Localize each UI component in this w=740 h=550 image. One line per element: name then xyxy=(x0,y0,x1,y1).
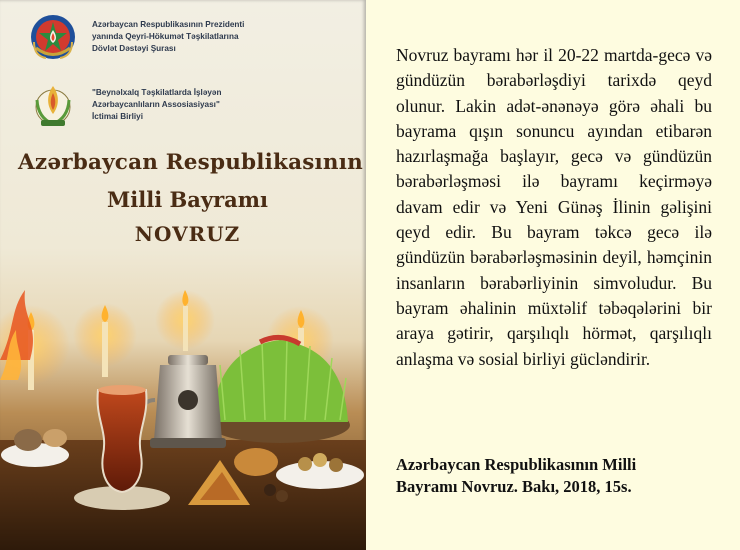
book-citation xyxy=(396,454,726,498)
book-cover xyxy=(0,0,366,550)
citation-line2: Bayramı Novruz. Bakı, 2018, 15s. xyxy=(396,477,632,496)
association-logo-icon xyxy=(28,80,78,130)
association-name-line: "Beynəlxalq Təşkilatlarda İşləyən xyxy=(92,88,222,97)
council-name-line: Azərbaycan Respublikasının Prezidenti xyxy=(92,20,245,29)
cover-title-line1: Azərbaycan Respublikasının xyxy=(18,150,363,175)
association-name-line: İctimai Birliyi xyxy=(92,112,143,121)
association-name xyxy=(92,87,222,123)
cover-title xyxy=(0,150,366,246)
council-name-line: yanında Qeyri-Hökumət Təşkilatlarına xyxy=(92,32,239,41)
azerbaijan-state-emblem-icon xyxy=(28,12,78,62)
organization-council xyxy=(28,12,244,62)
novruz-description: Novruz bayramı hər il 20-22 martda-gecə və gündüzün bərabərləşdiyi tarixdə qeyd olunur. Lakin adət-ənənəyə görə əhali bu bayrama qışın sonuncu ayından etibarən hazırlaşmağa başlayır, gecə və gündüzün bərabərləşməsi ilə bayramı keçirməyə davam edir və Yeni Günəş İlinin gəlişini qeyd edir. Bu bayram təkcə gecə ilə gündüzün bərabərləşməsinin deyil, həmçinin insanların bərabərliyinin simvoludur. Bu bayram əhalinin müxtəlif təbəqələrini bir araya gətirir, qarşılıqlı hörmət, qarşılıqlı anlaşma və sosial birliyi gücləndirir. xyxy=(396,45,712,369)
novruz-table-illustration xyxy=(0,250,366,550)
organization-association xyxy=(28,80,222,130)
council-name-line: Dövlət Dəstəyi Şurası xyxy=(92,44,176,53)
council-name xyxy=(92,19,244,55)
samovar xyxy=(142,355,226,448)
association-name-line: Azərbaycanlıların Assosiasiyası" xyxy=(92,100,220,109)
cover-title-line2: Milli Bayramı xyxy=(107,187,268,212)
citation-line1: Azərbaycan Respublikasının Milli xyxy=(396,455,637,474)
cover-title-line3: NOVRUZ xyxy=(134,222,241,246)
